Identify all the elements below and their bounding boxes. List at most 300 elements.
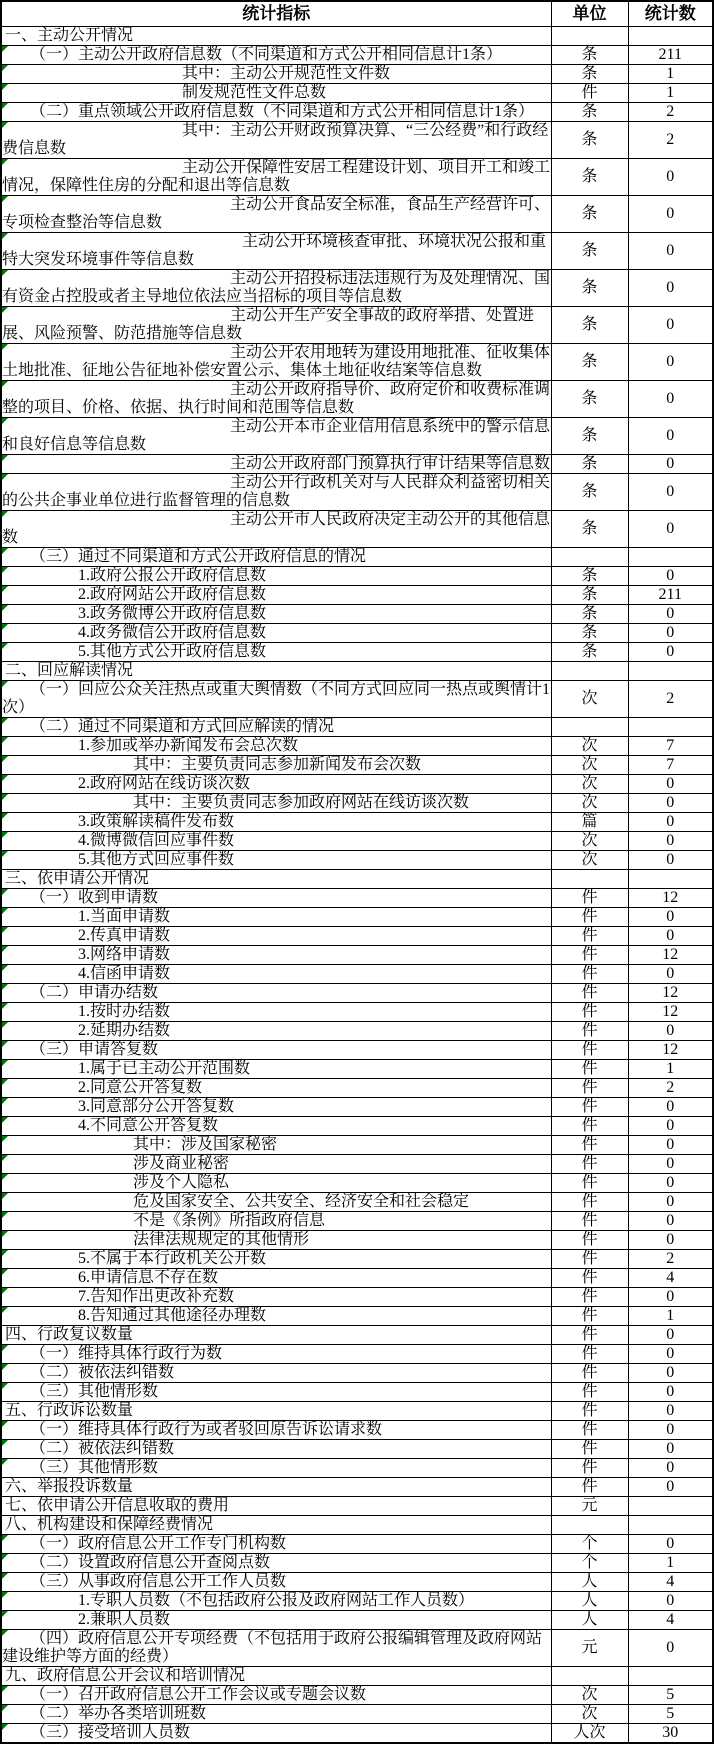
unit-cell: 元 [551,1630,628,1667]
unit-cell: 件 [551,1421,628,1440]
table-row [1,662,713,681]
table-row [1,1478,713,1497]
indicator-cell: 主动公开市人民政府决定主动公开的其他信息数 [2,511,551,546]
indicator-cell: 5.其他方式公开政府信息数 [1,643,551,662]
count-cell: 0 [628,1535,713,1554]
table-row [1,1592,713,1611]
table-row [1,381,713,418]
indicator-cell: 7.告知作出更改补充数 [1,1288,551,1307]
unit-cell [551,548,628,567]
unit-cell: 件 [551,1440,628,1459]
unit-cell: 件 [551,1022,628,1041]
indicator-cell: 主动公开环境核查审批、环境状况公报和重特大突发环境事件等信息数 [1,233,551,270]
cell-flag-triangle-icon [2,1212,8,1218]
unit-cell: 次 [551,1686,628,1705]
cell-flag-triangle-icon [2,1307,8,1313]
table-row [1,1193,713,1212]
unit-cell: 件 [551,1174,628,1193]
indicator-cell: 1.当面申请数 [1,908,551,927]
table-header [1,1,713,27]
count-cell: 0 [628,813,713,832]
unit-cell: 条 [551,381,628,418]
unit-cell: 条 [551,567,628,586]
cell-flag-triangle-icon [2,1535,8,1541]
indicator-cell: 九、政府信息公开会议和培训情况 [1,1667,551,1686]
cell-flag-triangle-icon [2,718,8,724]
cell-flag-triangle-icon [2,1630,8,1636]
count-cell: 0 [628,1098,713,1117]
unit-cell: 件 [551,1364,628,1383]
count-cell: 0 [628,908,713,927]
cell-flag-triangle-icon [2,455,8,461]
indicator-cell: 主动公开本市企业信用信息系统中的警示信息和良好信息等信息数 [2,418,551,453]
count-cell [628,548,713,567]
table-row [1,1554,713,1573]
indicator-cell: 主动公开农用地转为建设用地批准、征收集体土地批准、征地公告征地补偿安置公示、集体土地征收结案等信息数 [2,344,551,379]
unit-cell: 件 [551,946,628,965]
indicator-cell: 3.同意部分公开答复数 [1,1098,551,1117]
cell-flag-triangle-icon [2,1250,8,1256]
header-unit: 单位 [551,1,628,27]
indicator-cell: 4.不同意公开答复数 [1,1117,551,1136]
indicator-cell: （二）举办各类培训班数 [1,1705,551,1724]
cell-flag-triangle-icon [2,122,8,128]
cell-flag-triangle-icon [2,965,8,971]
cell-flag-triangle-icon [2,1022,8,1028]
count-cell: 4 [628,1573,713,1592]
cell-flag-triangle-icon [2,474,8,480]
cell-flag-triangle-icon [2,1459,8,1465]
cell-flag-triangle-icon [2,1554,8,1560]
count-cell: 0 [628,233,713,270]
table-row [1,1231,713,1250]
header-indicator: 统计指标 [1,1,551,27]
indicator-cell: 3.政策解读稿件发布数 [1,813,551,832]
unit-cell: 条 [551,643,628,662]
table-row [1,1155,713,1174]
count-cell [628,662,713,681]
count-cell: 1 [628,1554,713,1573]
count-cell: 0 [628,418,713,455]
unit-cell: 件 [551,1250,628,1269]
count-cell: 0 [628,1155,713,1174]
indicator-cell: （二）被依法纠错数 [1,1440,551,1459]
cell-flag-triangle-icon [2,567,8,573]
table-row [1,1326,713,1345]
count-cell: 0 [628,851,713,870]
count-cell: 211 [628,586,713,605]
indicator-cell: 危及国家安全、公共安全、经济安全和社会稳定 [1,1193,551,1212]
unit-cell: 件 [551,1231,628,1250]
unit-cell: 件 [551,889,628,908]
table-row [1,46,713,65]
table-row [1,624,713,643]
cell-flag-triangle-icon [2,756,8,762]
table-row [1,1516,713,1535]
unit-cell: 件 [551,1288,628,1307]
cell-flag-triangle-icon [2,418,8,424]
cell-flag-triangle-icon [2,1174,8,1180]
count-cell: 0 [628,455,713,474]
unit-cell [551,27,628,46]
unit-cell: 元 [551,1497,628,1516]
table-row [1,159,713,196]
unit-cell: 件 [551,1098,628,1117]
count-cell: 0 [628,307,713,344]
indicator-cell: （三）通过不同渠道和方式公开政府信息的情况 [1,548,551,567]
cell-flag-triangle-icon [2,794,8,800]
indicator-cell: 1.参加或举办新闻发布会总次数 [1,737,551,756]
count-cell: 0 [628,794,713,813]
table-row [1,1022,713,1041]
indicator-cell: 4.政务微信公开政府信息数 [1,624,551,643]
cell-flag-triangle-icon [2,605,8,611]
unit-cell: 条 [551,624,628,643]
count-cell: 12 [628,889,713,908]
table-row [1,567,713,586]
count-cell: 0 [628,511,713,548]
unit-cell: 件 [551,1117,628,1136]
cell-flag-triangle-icon [2,103,8,109]
unit-cell: 人次 [551,1724,628,1744]
indicator-cell: 法律法规规定的其他情形 [1,1231,551,1250]
count-cell [628,1667,713,1686]
unit-cell [551,870,628,889]
count-cell: 5 [628,1686,713,1705]
cell-flag-triangle-icon [2,643,8,649]
indicator-cell: （二）通过不同渠道和方式回应解读的情况 [1,718,551,737]
indicator-cell: 涉及商业秘密 [1,1155,551,1174]
unit-cell: 条 [551,474,628,511]
count-cell: 12 [628,1003,713,1022]
table-row [1,196,713,233]
unit-cell: 条 [551,270,628,307]
count-cell: 0 [628,927,713,946]
count-cell: 0 [628,344,713,381]
unit-cell: 条 [551,511,628,548]
indicator-cell: 5.其他方式回应事件数 [1,851,551,870]
indicator-cell: 主动公开政府部门预算执行审计结果等信息数 [1,455,551,474]
cell-flag-triangle-icon [2,1060,8,1066]
table-row [1,270,713,307]
indicator-cell: （四）政府信息公开专项经费（不包括用于政府公报编辑管理及政府网站建设维护等方面的经费） [1,1630,551,1667]
unit-cell: 件 [551,1478,628,1497]
cell-flag-triangle-icon [2,84,8,90]
count-cell: 1 [628,1307,713,1326]
count-cell: 0 [628,643,713,662]
cell-flag-triangle-icon [2,1117,8,1123]
indicator-cell: 2.同意公开答复数 [1,1079,551,1098]
indicator-cell: 5.不属于本行政机关公开数 [1,1250,551,1269]
header-count: 统计数 [628,1,713,27]
indicator-cell: （三）从事政府信息公开工作人员数 [1,1573,551,1592]
indicator-cell: 1.专职人员数（不包括政府公报及政府网站工作人员数） [1,1592,551,1611]
table-row [1,455,713,474]
table-row [1,1611,713,1630]
table-row [1,1364,713,1383]
cell-flag-triangle-icon [2,908,8,914]
table-row [1,1288,713,1307]
unit-cell: 人 [551,1592,628,1611]
table-row [1,965,713,984]
count-cell: 30 [628,1724,713,1744]
table-row [1,307,713,344]
unit-cell: 次 [551,851,628,870]
table-row [1,1383,713,1402]
count-cell: 0 [628,1630,713,1667]
table-row [1,1117,713,1136]
cell-flag-triangle-icon [2,1288,8,1294]
indicator-cell: 一、主动公开情况 [1,27,551,46]
indicator-cell: （二）设置政府信息公开查阅点数 [1,1554,551,1573]
count-cell: 0 [628,567,713,586]
count-cell [628,1497,713,1516]
indicator-cell: （三）接受培训人员数 [1,1724,551,1744]
indicator-cell: （一）回应公众关注热点或重大舆情数（不同方式回应同一热点或舆情计1次） [2,681,551,716]
cell-flag-triangle-icon [2,737,8,743]
table-row [1,474,713,511]
table-row [1,870,713,889]
unit-cell: 件 [551,84,628,103]
cell-flag-triangle-icon [2,1155,8,1161]
indicator-cell: 2.政府网站公开政府信息数 [1,586,551,605]
unit-cell: 人 [551,1573,628,1592]
indicator-cell: （一）维持具体行政行为数 [1,1345,551,1364]
count-cell [628,1516,713,1535]
indicator-cell: （一）政府信息公开工作专门机构数 [1,1535,551,1554]
indicator-cell: 五、行政诉讼数量 [1,1402,551,1421]
cell-flag-triangle-icon [2,1003,8,1009]
unit-cell: 件 [551,1326,628,1345]
cell-flag-triangle-icon [2,196,8,202]
cell-flag-triangle-icon [2,1686,8,1692]
cell-flag-triangle-icon [2,624,8,630]
unit-cell: 件 [551,1212,628,1231]
indicator-cell: 制发规范性文件总数 [1,84,551,103]
count-cell: 4 [628,1611,713,1630]
count-cell: 1 [628,84,713,103]
count-cell: 2 [628,681,713,718]
cell-flag-triangle-icon [2,1098,8,1104]
indicator-cell: 七、依申请公开信息收取的费用 [1,1497,551,1516]
unit-cell: 人 [551,1611,628,1630]
table-row [1,1136,713,1155]
indicator-cell: 1.按时办结数 [1,1003,551,1022]
count-cell: 12 [628,1041,713,1060]
cell-flag-triangle-icon [2,159,8,165]
indicator-cell: 八、机构建设和保障经费情况 [1,1516,551,1535]
cell-flag-triangle-icon [2,1364,8,1370]
unit-cell: 件 [551,1269,628,1288]
table-row [1,1421,713,1440]
unit-cell: 件 [551,984,628,1003]
indicator-cell: （二）申请办结数 [1,984,551,1003]
table-row [1,1630,713,1667]
unit-cell: 条 [551,196,628,233]
count-cell: 0 [628,1022,713,1041]
count-cell: 2 [628,1079,713,1098]
cell-flag-triangle-icon [2,889,8,895]
table-row [1,1212,713,1231]
unit-cell: 件 [551,908,628,927]
cell-flag-triangle-icon [2,984,8,990]
indicator-cell: （一）维持具体行政行为或者驳回原告诉讼请求数 [1,1421,551,1440]
cell-flag-triangle-icon [2,1345,8,1351]
count-cell: 0 [628,1231,713,1250]
count-cell: 0 [628,1193,713,1212]
cell-flag-triangle-icon [2,1724,8,1730]
count-cell: 2 [628,122,713,159]
table-row [1,813,713,832]
unit-cell: 件 [551,1345,628,1364]
unit-cell: 件 [551,1041,628,1060]
indicator-cell: 2.政府网站在线访谈次数 [1,775,551,794]
unit-cell: 个 [551,1554,628,1573]
table-row [1,718,713,737]
table-row [1,1440,713,1459]
indicator-cell: （一）召开政府信息公开工作会议或专题会议数 [1,1686,551,1705]
indicator-cell: 2.传真申请数 [1,927,551,946]
table-row [1,1402,713,1421]
indicator-cell: 其中：涉及国家秘密 [1,1136,551,1155]
table-row [1,984,713,1003]
cell-flag-triangle-icon [2,1440,8,1446]
count-cell: 1 [628,65,713,84]
table-row [1,775,713,794]
cell-flag-triangle-icon [2,344,8,350]
unit-cell: 件 [551,965,628,984]
cell-flag-triangle-icon [2,1611,8,1617]
table-row [1,605,713,624]
indicator-cell: 四、行政复议数量 [1,1326,551,1345]
count-cell: 0 [628,1326,713,1345]
count-cell: 0 [628,474,713,511]
table-row [1,946,713,965]
count-cell: 0 [628,965,713,984]
indicator-cell: 二、回应解读情况 [1,662,551,681]
table-row [1,1345,713,1364]
unit-cell: 条 [551,159,628,196]
indicator-cell: 六、举报投诉数量 [1,1478,551,1497]
unit-cell: 次 [551,832,628,851]
table-row [1,1573,713,1592]
cell-flag-triangle-icon [2,1231,8,1237]
count-cell: 2 [628,103,713,122]
count-cell: 0 [628,1212,713,1231]
unit-cell: 条 [551,455,628,474]
cell-flag-triangle-icon [2,548,8,554]
unit-cell: 件 [551,1307,628,1326]
table-row [1,103,713,122]
unit-cell: 条 [551,307,628,344]
indicator-cell: 不是《条例》所指政府信息 [1,1212,551,1231]
unit-cell: 件 [551,1402,628,1421]
count-cell: 0 [628,381,713,418]
unit-cell: 件 [551,1155,628,1174]
cell-flag-triangle-icon [2,1383,8,1389]
unit-cell: 条 [551,103,628,122]
indicator-cell: 其中：主动公开规范性文件数 [1,65,551,84]
cell-flag-triangle-icon [2,307,8,313]
table-row [1,1250,713,1269]
count-cell: 0 [628,1592,713,1611]
unit-cell: 条 [551,418,628,455]
indicator-cell: （三）申请答复数 [1,1041,551,1060]
table-row [1,908,713,927]
count-cell: 0 [628,1421,713,1440]
indicator-cell: 其中：主要负责同志参加新闻发布会次数 [1,756,551,775]
stats-table-body [1,27,713,1744]
table-row [1,1041,713,1060]
cell-flag-triangle-icon [2,1136,8,1142]
unit-cell [551,1667,628,1686]
indicator-cell: 8.告知通过其他途径办理数 [1,1307,551,1326]
unit-cell: 条 [551,233,628,270]
table-row [1,27,713,46]
unit-cell: 件 [551,1193,628,1212]
table-row [1,586,713,605]
table-row [1,65,713,84]
count-cell: 0 [628,1288,713,1307]
count-cell [628,718,713,737]
cell-flag-triangle-icon [2,813,8,819]
table-row [1,1686,713,1705]
table-row [1,344,713,381]
indicator-cell: 主动公开生产安全事故的政府举措、处置进展、风险预警、防范措施等信息数 [1,307,551,344]
cell-flag-triangle-icon [2,1592,8,1598]
count-cell: 0 [628,196,713,233]
indicator-cell: 主动公开政府指导价、政府定价和收费标准调整的项目、价格、依据、执行时间和范围等信息数 [2,381,551,416]
indicator-cell: 3.政务微博公开政府信息数 [1,605,551,624]
indicator-cell: （三）其他情形数 [1,1459,551,1478]
cell-flag-triangle-icon [2,1193,8,1199]
count-cell: 0 [628,1459,713,1478]
count-cell: 0 [628,1402,713,1421]
table-row [1,1174,713,1193]
cell-flag-triangle-icon [2,775,8,781]
table-row [1,1079,713,1098]
count-cell: 0 [628,1364,713,1383]
indicator-cell: 其中：主动公开财政预算决算、“三公经费”和行政经费信息数 [1,122,551,159]
unit-cell: 次 [551,1705,628,1724]
indicator-cell: 主动公开保障性安居工程建设计划、项目开工和竣工情况，保障性住房的分配和退出等信息数 [2,159,551,194]
count-cell: 5 [628,1705,713,1724]
unit-cell: 条 [551,344,628,381]
table-row [1,681,713,718]
count-cell: 0 [628,605,713,624]
indicator-cell: 主动公开食品安全标准，食品生产经营许可、专项检查整治等信息数 [2,196,551,231]
table-row [1,548,713,567]
table-row [1,1307,713,1326]
cell-flag-triangle-icon [2,270,8,276]
count-cell: 0 [628,270,713,307]
count-cell: 12 [628,946,713,965]
count-cell: 0 [628,1383,713,1402]
unit-cell: 次 [551,737,628,756]
indicator-cell: 3.网络申请数 [1,946,551,965]
cell-flag-triangle-icon [2,851,8,857]
table-row [1,1535,713,1554]
count-cell: 0 [628,1136,713,1155]
cell-flag-triangle-icon [2,946,8,952]
table-row [1,1060,713,1079]
count-cell: 7 [628,756,713,775]
indicator-cell: 1.属于已主动公开范围数 [1,1060,551,1079]
table-row [1,84,713,103]
unit-cell: 条 [551,65,628,84]
unit-cell: 次 [551,681,628,718]
cell-flag-triangle-icon [2,65,8,71]
